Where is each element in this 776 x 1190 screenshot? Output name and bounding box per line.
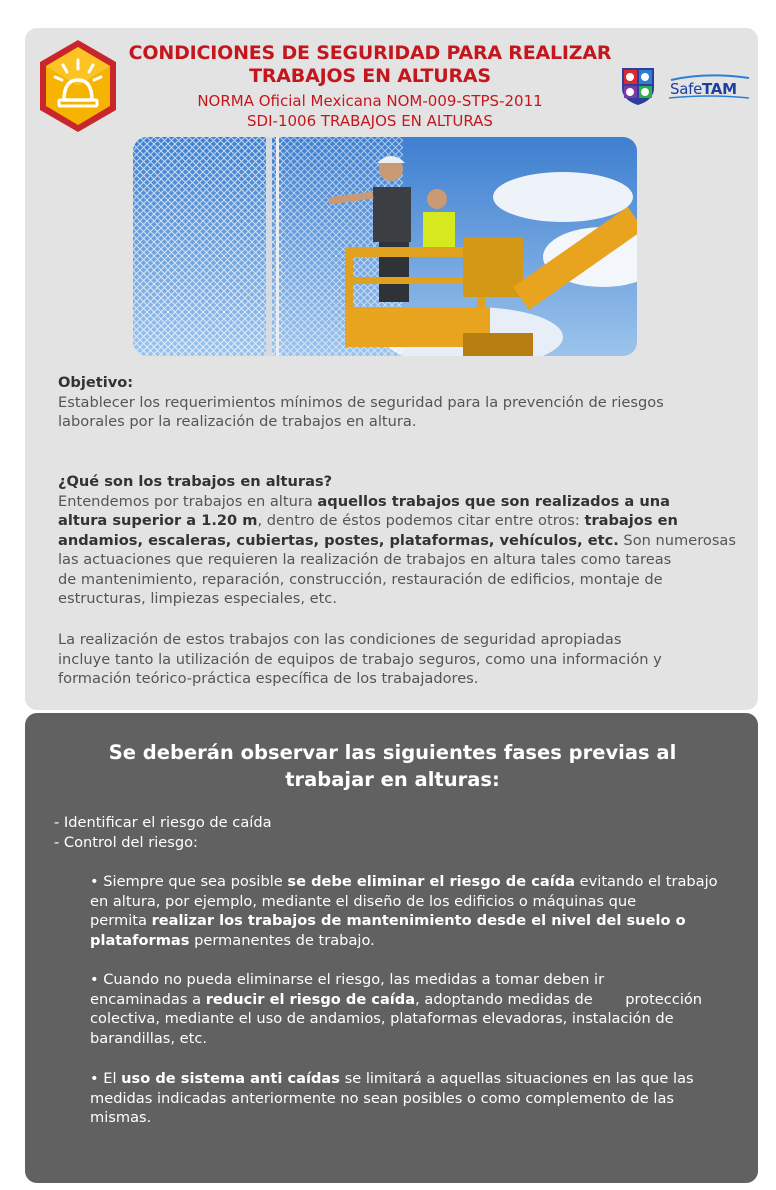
que-son-line: estructuras, limpiezas especiales, etc. bbox=[58, 590, 337, 607]
list-item: - Identificar el riesgo de caída bbox=[54, 814, 272, 831]
objetivo-section bbox=[58, 373, 738, 432]
page-title bbox=[120, 42, 620, 88]
que-son-line: Entendemos por trabajos en altura aquellos trabajos que son realizados a una bbox=[58, 492, 670, 510]
title-line-1: CONDICIONES DE SEGURIDAD PARA REALIZAR bbox=[128, 42, 612, 64]
que-son-line: andamios, escaleras, cubiertas, postes, plataformas, vehículos, etc. Son numerosas bbox=[58, 531, 736, 549]
safetam-logo-text: SafeTAM bbox=[670, 80, 737, 98]
title-line-2: TRABAJOS EN ALTURAS bbox=[249, 65, 491, 87]
que-son-line: altura superior a 1.20 m, dentro de éstos podemos citar entre otros: trabajos en bbox=[58, 512, 678, 529]
realizacion-section bbox=[58, 630, 738, 689]
objetivo-line: Establecer los requerimientos mínimos de seguridad para la prevención de riesgos bbox=[58, 393, 664, 411]
shield-logo-icon bbox=[620, 66, 656, 106]
bullet-anticaidas: • El uso de sistema anti caídas se limitará a aquellas situaciones en las que las medidas indicadas anteriormente no sean posibles o como complemento de las mismas. bbox=[90, 1070, 694, 1126]
sdi-subtitle: SDI-1006 TRABAJOS EN ALTURAS bbox=[247, 112, 493, 130]
warning-beacon-icon bbox=[36, 38, 120, 134]
que-son-line: de mantenimiento, reparación, construcción, restauración de edificios, montaje de bbox=[58, 570, 663, 588]
bullet-reducir: • Cuando no pueda eliminarse el riesgo, las medidas a tomar deben ir encaminadas a reducir el riesgo de caída, adoptando medidas de protección colectiva, mediante el uso de andamios, plataformas elevadoras, instalación de barandillas, etc. bbox=[90, 971, 703, 1047]
que-son-section bbox=[58, 472, 738, 609]
objetivo-line: laborales por la realización de trabajos en altura. bbox=[58, 413, 417, 430]
bullet-eliminar: • Siempre que sea posible se debe eliminar el riesgo de caída evitando el trabajo en altura, por ejemplo, mediante el diseño de los edificios o máquinas que permita realizar los trabajos de mantenimiento desde el nivel del suelo o plataformas permanentes de trabajo. bbox=[90, 873, 718, 949]
realizacion-line: formación teórico-práctica específica de los trabajadores. bbox=[58, 670, 479, 687]
phases-list bbox=[54, 813, 272, 852]
que-son-heading: ¿Qué son los trabajos en alturas? bbox=[58, 473, 333, 490]
realizacion-line: incluye tanto la utilización de equipos de trabajo seguros, como una información y bbox=[58, 650, 662, 668]
norm-subtitle: NORMA Oficial Mexicana NOM-009-STPS-2011 bbox=[197, 92, 543, 110]
phases-title: Se deberán observar las siguientes fases previas al trabajar en alturas: bbox=[108, 741, 677, 791]
que-son-line: las actuaciones que requieren la realización de trabajos en altura tales como tareas bbox=[58, 551, 672, 568]
list-item: - Control del riesgo: bbox=[54, 833, 198, 851]
realizacion-line: La realización de estos trabajos con las condiciones de seguridad apropiadas bbox=[58, 631, 622, 648]
objetivo-heading: Objetivo: bbox=[58, 374, 134, 391]
workers-lift-photo bbox=[133, 137, 637, 356]
